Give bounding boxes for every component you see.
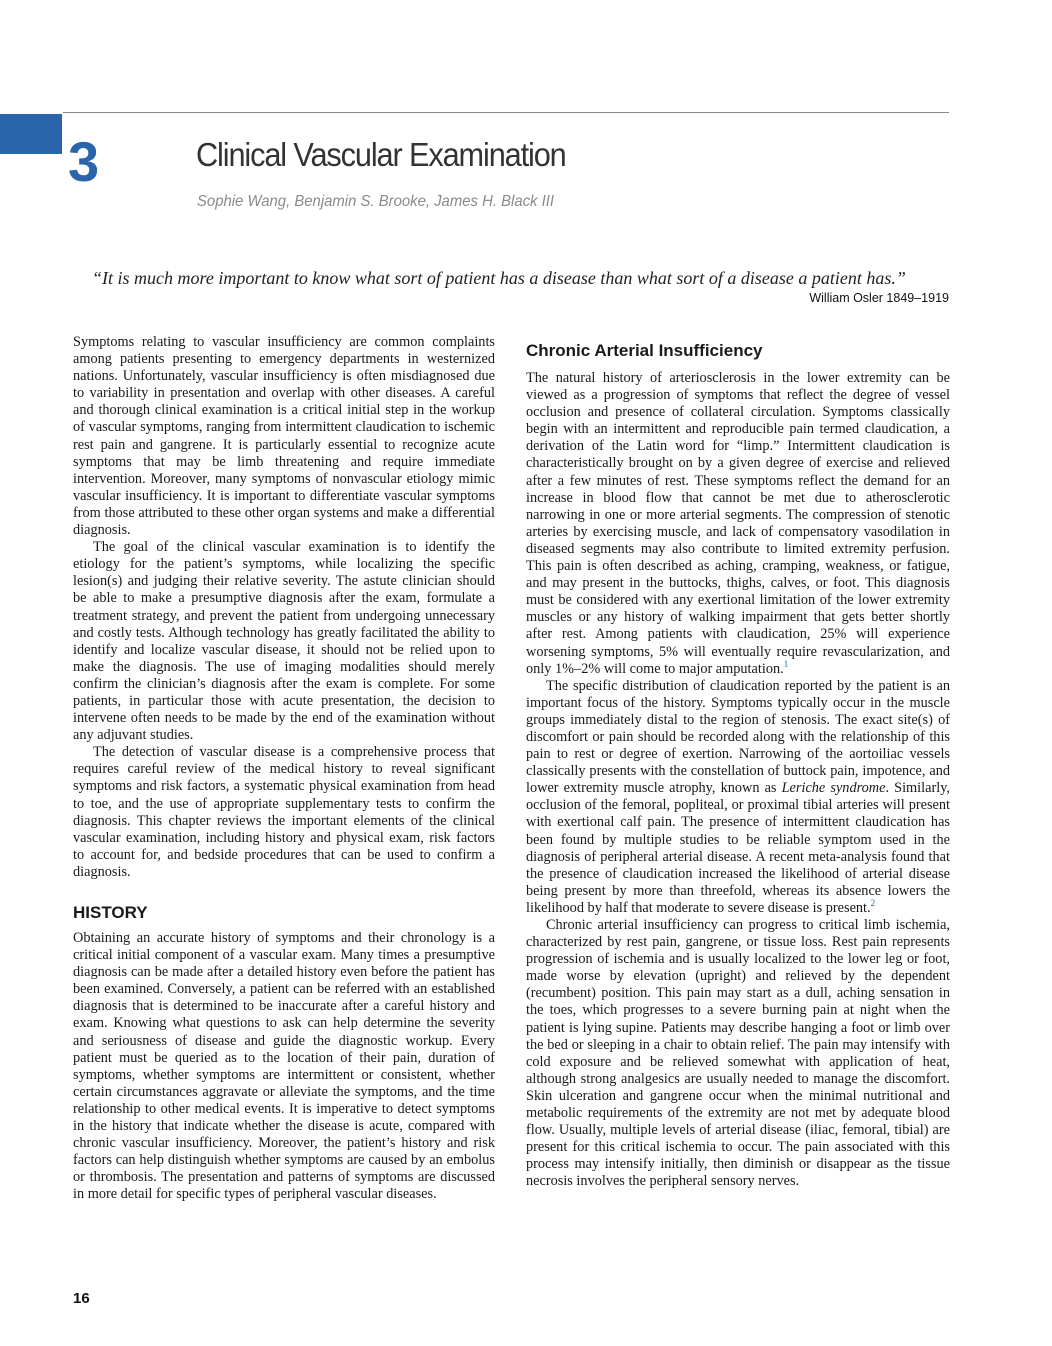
emphasized-term: Leriche syndrome	[781, 780, 886, 797]
body-paragraph: Obtaining an accurate history of symptoms and their chronology is a critical initial component of a vascular exam. Many times a presumptive diagnosis can be made after a detailed history even before the patient has been examined. Conversely, a patient can be referred with an established diagnosis that is determined to be inaccurate after a careful history and exam. Knowing what questions to ask can help determine the severity and seriousness of disease and guide the diagnostic workup. Every patient must be queried as to the location of their pain, duration of symptoms, whether symptoms are intermittent or consistent, whether certain circumstances aggravate or alleviate the symptoms, and the time relationship to other medical events. It is imperative to detect symptoms in the history that indicate whether the disease is acute, compared with chronic vascular insufficiency. Moreover, the patient’s history and risk factors can help distinguish whether symptoms are caused by an embolus or thrombosis. The presentation and patterns of symptoms are discussed in more detail for specific types of peripheral vascular diseases.	[73, 930, 495, 1203]
section-heading-history: HISTORY	[73, 903, 148, 922]
right-column	[526, 340, 950, 1191]
epigraph-attribution: William Osler 1849–1919	[809, 291, 949, 305]
body-paragraph: The goal of the clinical vascular examination is to identify the etiology for the patient’s symptoms, while localizing the specific lesion(s) and judging their relative severity. The astute clinician should be able to make a presumptive diagnosis after the exam, formulate a treatment strategy, and prevent the patient from undergoing unnecessary and costly tests. Although technology has greatly facilitated the ability to identify and localize vascular disease, it should not be relied upon to make the diagnosis. The use of imaging modalities should merely confirm the clinician’s diagnosis after the exam is complete. For some patients, in particular those with acute presentation, the decision to intervene often needs to be made by the end of the examination without any adjuvant studies.	[73, 539, 495, 744]
body-paragraph	[526, 678, 950, 917]
paragraph-text: . Similarly, occlusion of the femoral, popliteal, or proximal tibial arteries will present with exertional calf pain. The presence of intermittent claudication has been found by multiple studies to be reliable symptom used in the diagnosis of peripheral arterial disease. A recent meta-analysis found that the presence of claudication increased the likelihood of arterial disease being present by more than threefold, whereas its absence lowers the likelihood by half that moderate to severe disease is present.	[526, 780, 950, 916]
body-paragraph	[526, 370, 950, 678]
chapter-number: 3	[68, 130, 99, 193]
paragraph-text: The natural history of arteriosclerosis in the lower extremity can be viewed as a progression of symptoms that reflect the degree of vessel occlusion and presence of collateral circulation. Symptoms classically begin with an intermittent and reproducible pain termed claudication, a derivation of the Latin word for “limp.” Intermittent claudication is characteristically brought on by a given degree of exercise and relieved after a few minutes of rest. These symptoms reflect the demand for an increase in blood flow that cannot be met due to atherosclerotic narrowing in one or more arterial segments. The compression of stenotic arteries by exercising muscle, and lack of compensatory vasodilation in diseased segments may also contribute to limited extremity perfusion. This pain is often described as aching, cramping, weakness, or fatigue, and may present in the buttocks, thighs, calves, or foot. This diagnosis must be considered with any exertional limitation of the lower extremity muscles or any history of walking impairment that gets better shortly after rest. Among patients with claudication, 25% will experience worsening symptoms, 5% will eventually require revascularization, and only 1%–2% will come to major amputation.	[526, 370, 950, 677]
reference-link[interactable]: 2	[870, 898, 876, 909]
reference-link[interactable]: 1	[783, 658, 789, 669]
section-heading-chronic-arterial-insufficiency: Chronic Arterial Insufficiency	[526, 341, 763, 360]
paragraph-text: The specific distribution of claudication reported by the patient is an important focus of the history. Symptoms typically occur in the muscle groups immediately distal to the region of stenosis. The exact site(s) of discomfort or pain should be recorded along with the relationship of this pain to rest or degree of exertion. Narrowing of the aortoiliac vessels classically presents with the constellation of buttock pain, impotence, and lower extremity muscle atrophy, known as	[526, 677, 950, 797]
body-paragraph: The detection of vascular disease is a comprehensive process that requires careful review of the medical history to reveal significant symptoms and risk factors, a systematic physical examination from head to toe, and the use of appropriate supplementary tests to confirm the diagnosis. This chapter reviews the important elements of the clinical vascular examination, including history and physical exam, risk factors to account for, and bedside procedures that can be used to confirm a diagnosis.	[73, 744, 495, 880]
chapter-color-tab	[0, 114, 62, 154]
body-paragraph: Symptoms relating to vascular insufficiency are common complaints among patients presenting to emergency departments in westernized nations. Unfortunately, vascular insufficiency is often misdiagnosed due to variability in presentation and overlap with other diseases. A careful and thorough clinical examination is a critical initial step in the workup of vascular symptoms, ranging from intermittent claudication to ischemic rest pain and gangrene. It is particularly essential to recognize acute symptoms that may be limb threatening and require immediate intervention. Moreover, many symptoms of nonvascular etiology mimic vascular insufficiency. It is important to differentiate vascular symptoms from those attributed to these other organ systems and make a differential diagnosis.	[73, 334, 495, 539]
body-paragraph: Chronic arterial insufficiency can progress to critical limb ischemia, characterized by rest pain, gangrene, or tissue loss. Rest pain represents progression of ischemia and is usually localized to the lower leg or foot, made worse by elevation (upright) and relieved by the dependent (recumbent) position. This pain may start as a dull, aching sensation in the toes, which progresses to a severe burning pain at night when the patient is lying supine. Patients may describe hanging a foot or limb over the bed or sleeping in a chair to obtain relief. The pain may intensify with cold exposure and be relieved somewhat with application of heat, although strong analgesics are usually needed to manage the discomfort. Skin ulceration and gangrene occur when the minimal nutritional and metabolic requirements of the extremity are not met by adequate blood flow. Usually, multiple levels of arterial disease (iliac, femoral, tibial) are present for this critical ischemia to occur. The pain associated with this process may intensify initially, then diminish or disappear as the tissue necrosis involves the peripheral sensory nerves.	[526, 917, 950, 1190]
header-rule	[63, 112, 949, 113]
chapter-title: Clinical Vascular Examination	[196, 136, 566, 173]
page-number: 16	[73, 1290, 90, 1307]
left-column	[73, 334, 495, 1204]
epigraph-quote: “It is much more important to know what sort of patient has a disease than what sort of a disease a patient has.”	[92, 268, 906, 288]
chapter-authors: Sophie Wang, Benjamin S. Brooke, James H. Black III	[197, 193, 555, 210]
